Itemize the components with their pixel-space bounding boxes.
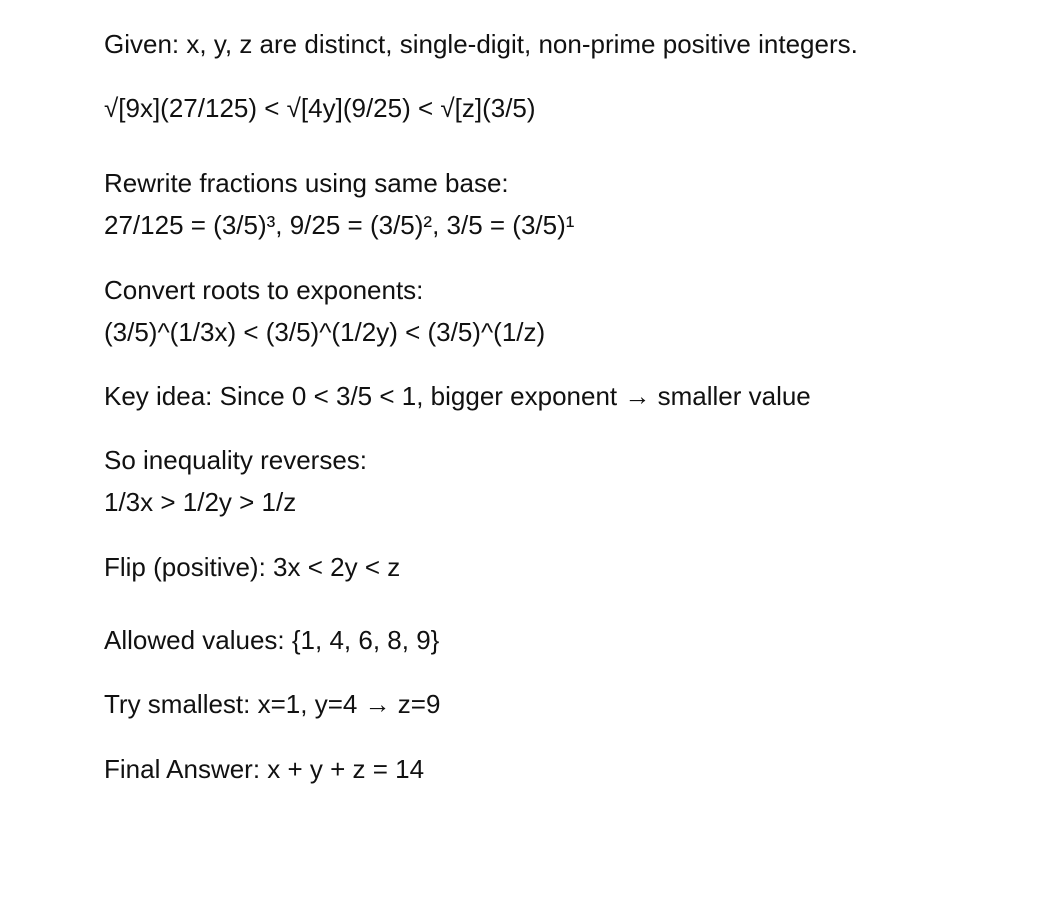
reverse-heading: So inequality reverses: — [104, 445, 368, 475]
original-inequality: √[9x](27/125) < √[4y](9/25) < √[z](3/5) — [104, 93, 536, 123]
allowed-values: Allowed values: {1, 4, 6, 8, 9} — [104, 625, 440, 655]
rewrite-heading: Rewrite fractions using same base: — [104, 168, 509, 198]
convert-heading: Convert roots to exponents: — [104, 275, 424, 305]
same-base-fractions: 27/125 = (3/5)³, 9/25 = (3/5)², 3/5 = (3/5)¹ — [104, 210, 575, 240]
flipped-inequality: Flip (positive): 3x < 2y < z — [104, 552, 401, 582]
given-statement: Given: x, y, z are distinct, single-digit, non-prime positive integers. — [104, 29, 858, 59]
reversed-inequality: 1/3x > 1/2y > 1/z — [104, 487, 297, 517]
key-idea: Key idea: Since 0 < 3/5 < 1, bigger exponent → smaller value — [104, 381, 811, 411]
try-smallest: Try smallest: x=1, y=4 → z=9 — [104, 689, 441, 719]
final-answer: Final Answer: x + y + z = 14 — [104, 754, 425, 784]
exponent-inequality: (3/5)^(1/3x) < (3/5)^(1/2y) < (3/5)^(1/z) — [104, 317, 546, 347]
